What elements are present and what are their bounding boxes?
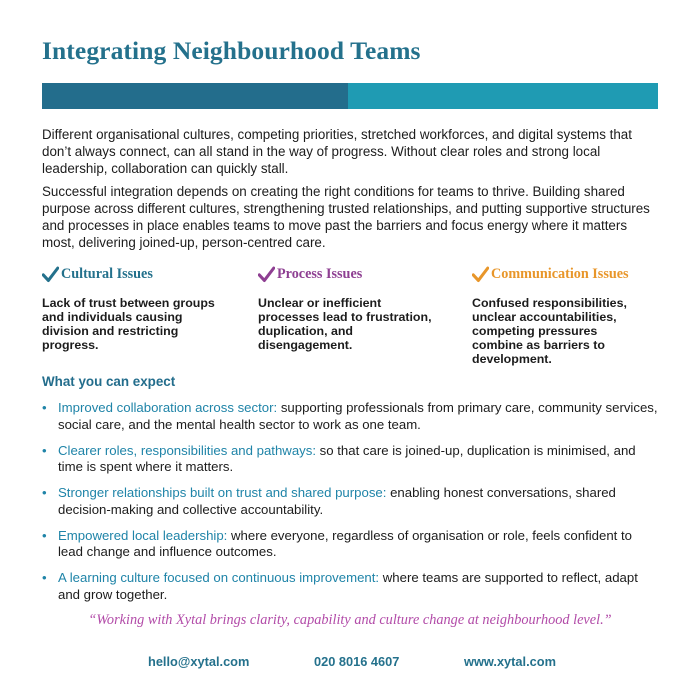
issue-cultural: [42, 263, 232, 352]
list-item-lead: Clearer roles, responsibilities and pathways:: [58, 442, 317, 458]
contact-website[interactable]: www.xytal.com: [464, 654, 556, 669]
bullet-icon: •: [42, 570, 47, 585]
intro-paragraph-1: Different organisational cultures, competing priorities, stretched workforces, and digital systems that don’t always connect, can all stand in the way of progress. Without clear roles and strong local leadership, collaboration can quickly stall.: [42, 127, 632, 176]
header-bar-light-segment: [348, 83, 658, 109]
intro-paragraph-2: Successful integration depends on creating the right conditions for teams to thrive. Building shared purpose across different cultures, strengthening trusted relationships, and putting supportive structures and processes in place enables teams to move past the barriers and focus energy where it matters most, delivering joined-up, person-centred care.: [42, 184, 650, 250]
issue-process-description: Unclear or inefficient processes lead to frustration, duplication, and disengagement.: [258, 296, 432, 352]
list-item: [42, 443, 658, 476]
list-item-lead: Improved collaboration across sector:: [58, 400, 278, 415]
list-item-text: supporting professionals from primary care, community services, social care, and the mental health sector to work as one team.: [58, 400, 658, 432]
bullet-icon: •: [42, 400, 47, 415]
issue-communication-header: [472, 263, 650, 285]
header-bar-dark-segment: [42, 83, 348, 109]
issue-cultural-header: [42, 263, 232, 285]
issue-process: [258, 263, 443, 352]
header-color-bar: [42, 83, 658, 109]
list-item-text: where everyone, regardless of organisation or role, feels confident to lead change and influence outcomes.: [58, 527, 632, 559]
list-item-lead: Empowered local leadership:: [58, 527, 228, 543]
list-item-text: enabling honest conversations, shared decision-making and collective accountability.: [58, 485, 616, 517]
issue-process-heading: Process Issues: [277, 265, 363, 282]
page-title: Integrating Neighbourhood Teams: [42, 36, 421, 65]
issue-cultural-heading: Cultural Issues: [61, 265, 153, 282]
checkmark-icon: [258, 266, 275, 283]
list-item-lead: Stronger relationships built on trust and shared purpose:: [58, 485, 387, 500]
issue-communication-heading: Communication Issues: [491, 265, 629, 282]
testimonial-quote: “Working with Xytal brings clarity, capability and culture change at neighbourhood level.”: [88, 612, 612, 628]
list-item: [42, 485, 658, 518]
issue-communication-description: Confused responsibilities, unclear accountabilities, competing pressures combine as barriers to development.: [472, 296, 627, 366]
bullet-icon: •: [42, 485, 47, 500]
list-item: [42, 528, 658, 561]
bullet-icon: •: [42, 442, 47, 458]
list-item-lead: A learning culture focused on continuous improvement:: [58, 570, 380, 585]
contact-phone[interactable]: 020 8016 4607: [314, 654, 400, 669]
list-item: [42, 400, 658, 433]
list-item: [42, 570, 658, 603]
list-item-text: where teams are supported to reflect, adapt and grow together.: [58, 570, 638, 602]
contact-email[interactable]: hello@xytal.com: [148, 654, 250, 669]
issue-process-header: [258, 263, 443, 285]
expect-list: [42, 400, 658, 613]
bullet-icon: •: [42, 527, 47, 543]
checkmark-icon: [42, 266, 59, 283]
expect-heading: What you can expect: [42, 374, 176, 389]
issue-communication: [472, 263, 650, 366]
checkmark-icon: [472, 266, 489, 283]
list-item-text: so that care is joined-up, duplication is minimised, and time is spent where it matters.: [58, 442, 636, 474]
issue-cultural-description: Lack of trust between groups and individuals causing division and restricting progress.: [42, 296, 215, 352]
